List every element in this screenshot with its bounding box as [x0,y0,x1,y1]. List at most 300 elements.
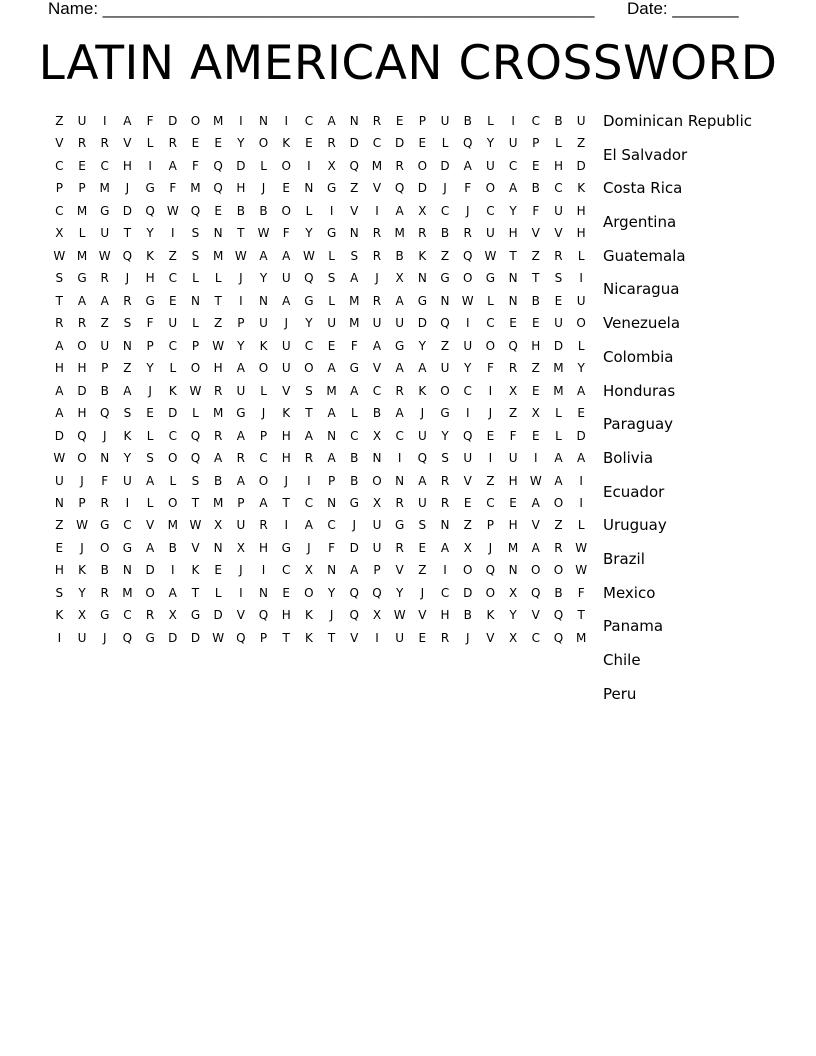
grid-letter: F [577,585,585,600]
grid-letter: N [349,114,359,128]
grid-row [48,112,593,134]
grid-letter: J [352,518,357,533]
grid-letter: N [349,226,359,241]
grid-letter: R [395,158,404,173]
grid-letter: H [531,338,541,353]
grid-letter: G [485,271,496,286]
grid-letter: I [57,630,62,645]
grid-letter: D [236,158,246,173]
grid-letter: L [260,158,267,173]
grid-letter: P [418,114,426,128]
grid-letter: I [125,495,130,510]
grid-letter: D [145,563,155,578]
grid-row [48,539,593,561]
grid-letter: L [441,136,449,151]
grid-row [48,224,593,246]
grid-letter: J [261,406,266,421]
grid-letter: I [307,473,311,488]
grid-letter: J [329,608,334,623]
grid-letter: T [305,406,313,421]
grid-letter: I [488,451,493,466]
grid-letter: I [171,563,175,578]
grid-letter: L [78,226,86,241]
grid-letter: M [575,630,587,645]
grid-letter: L [260,383,267,398]
grid-letter: Q [531,585,541,600]
grid-letter: O [553,495,564,510]
grid-letter: C [440,585,450,600]
grid-letter: E [78,158,86,173]
grid-row [48,359,593,381]
grid-letter: P [55,181,63,196]
grid-letter: G [281,540,291,555]
grid-letter: T [237,226,245,241]
grid-letter: J [488,406,493,421]
grid-letter: W [302,248,315,263]
grid-letter: M [212,248,224,263]
grid-letter: N [327,428,337,443]
grid-letter: E [418,136,427,151]
grid-letter: R [372,293,382,308]
grid-letter: J [284,316,288,331]
grid-letter: R [508,361,518,376]
grid-letter: W [575,563,588,578]
grid-letter: D [190,630,201,645]
grid-letter: U [576,114,586,128]
grid-letter: N [259,114,269,128]
grid-letter: C [259,451,268,466]
grid-letter: C [440,203,450,218]
grid-letter: R [395,495,404,510]
grid-letter: A [236,361,245,376]
grid-letter: L [192,271,199,286]
grid-letter: F [532,203,540,218]
grid-letter: C [168,338,177,353]
grid-letter: Z [463,518,472,533]
grid-letter: B [214,473,223,488]
grid-letter: V [531,518,540,533]
grid-letter: V [236,608,245,623]
grid-letter: G [349,361,359,376]
grid-letter: M [212,114,224,128]
grid-letter: I [465,316,470,331]
grid-letter: F [146,114,154,128]
grid-letter: H [54,563,64,578]
grid-letter: V [282,383,291,398]
word-list-item: Dominican Republic [603,112,753,130]
grid-letter: O [485,181,496,196]
grid-letter: R [554,540,563,555]
grid-letter: V [145,518,155,533]
grid-letter: N [395,473,405,488]
grid-letter: I [284,114,288,128]
grid-letter: M [190,181,201,196]
grid-letter: Y [509,608,517,623]
grid-letter: W [393,608,406,623]
grid-letter: A [350,383,359,398]
grid-letter: K [282,406,291,421]
grid-letter: G [145,630,155,645]
grid-letter: Z [55,518,64,533]
grid-letter: U [576,293,586,308]
grid-letter: O [485,338,496,353]
grid-letter: Z [214,316,223,331]
grid-letter: V [350,630,359,645]
grid-letter: E [554,293,563,308]
grid-letter: L [305,203,313,218]
grid-letter: I [397,451,402,466]
grid-letter: N [508,271,518,286]
grid-letter: O [145,585,155,600]
grid-letter: M [326,383,337,398]
grid-letter: C [531,630,540,645]
grid-letter: O [77,338,87,353]
grid-letter: G [326,181,337,196]
grid-letter: E [214,563,222,578]
grid-letter: J [80,540,84,555]
grid-letter: Q [553,608,564,623]
grid-letter: P [327,473,336,488]
grid-letter: A [55,383,64,398]
grid-letter: F [169,181,177,196]
grid-letter: A [327,114,336,128]
grid-letter: J [261,181,266,196]
word-list-item: Panama [603,617,664,636]
grid-letter: K [304,608,313,623]
grid-letter: Z [100,316,109,331]
grid-letter: D [349,540,359,555]
grid-letter: K [168,383,177,398]
grid-letter: N [122,563,132,578]
grid-letter: R [440,630,450,645]
grid-letter: G [100,518,110,533]
grid-letter: W [166,203,179,218]
grid-letter: D [553,338,564,353]
grid-letter: C [55,158,64,173]
grid-letter: J [488,540,493,555]
grid-letter: S [123,316,132,331]
name-field-label: Name: ____________________________________________________ [48,0,595,18]
grid-letter: Q [553,630,564,645]
grid-letter: K [55,608,64,623]
grid-letter: Y [327,585,336,600]
grid-letter: Q [213,181,223,196]
page-title: LATIN AMERICAN CROSSWORD [38,36,778,91]
grid-letter: Z [168,248,177,263]
grid-letter: B [168,540,177,555]
grid-letter: R [55,316,64,331]
grid-letter: A [55,338,64,353]
grid-letter: U [554,203,563,218]
grid-letter: G [440,271,450,286]
grid-letter: A [282,293,291,308]
grid-row [48,427,593,449]
grid-letter: M [394,226,405,241]
grid-letter: Y [123,451,132,466]
grid-letter: P [78,495,86,510]
grid-letter: R [554,248,563,263]
word-list-item: Uruguay [603,516,667,535]
grid-letter: A [327,406,336,421]
grid-letter: U [554,316,563,331]
grid-letter: M [212,495,224,510]
grid-letter: W [76,518,88,533]
grid-letter: R [213,383,223,398]
grid-letter: U [486,226,495,241]
grid-letter: B [440,226,450,241]
grid-letter: O [258,473,269,488]
grid-letter: L [555,136,562,151]
grid-letter: J [443,181,447,196]
grid-letter: A [350,271,359,286]
grid-letter: A [259,495,268,510]
grid-letter: Y [418,338,427,353]
grid-letter: R [259,518,268,533]
grid-letter: L [350,406,358,421]
grid-letter: N [190,293,200,308]
grid-letter: A [304,518,314,533]
grid-letter: C [486,316,495,331]
grid-letter: E [418,630,427,645]
grid-letter: Q [304,271,314,286]
grid-letter: O [531,563,541,578]
grid-letter: W [484,248,497,263]
grid-letter: Q [99,406,110,421]
grid-letter: A [418,473,427,488]
grid-letter: B [554,114,563,128]
grid-letter: A [350,563,359,578]
grid-letter: I [148,158,152,173]
grid-letter: Q [77,428,87,443]
grid-row [48,269,593,291]
grid-letter: F [350,338,358,353]
grid-letter: X [395,271,404,286]
grid-letter: A [168,158,177,173]
grid-letter: H [281,428,291,443]
grid-letter: C [100,158,109,173]
grid-letter: Y [509,203,517,218]
grid-letter: H [576,226,586,241]
word-list-item: Costa Rica [603,179,683,198]
grid-letter: D [463,585,473,600]
grid-letter: D [395,136,405,151]
grid-letter: Q [485,563,496,578]
grid-letter: S [327,271,336,286]
grid-letter: A [145,540,155,555]
grid-letter: E [531,316,540,331]
grid-row [48,337,593,359]
grid-row [48,516,593,538]
grid-letter: U [463,338,473,353]
grid-letter: A [463,158,472,173]
grid-letter: C [486,203,495,218]
grid-row [48,404,593,426]
grid-letter: S [55,585,64,600]
grid-letter: Y [237,136,245,151]
grid-letter: X [372,608,382,623]
grid-row [48,202,593,224]
grid-letter: I [534,451,538,466]
grid-letter: H [508,518,518,533]
grid-letter: Z [508,406,518,421]
grid-letter: H [145,271,155,286]
grid-letter: A [55,406,64,421]
grid-letter: B [350,473,359,488]
grid-letter: E [577,406,585,421]
grid-letter: Q [462,136,473,151]
grid-letter: W [212,630,225,645]
grid-letter: L [487,293,494,308]
grid-letter: L [577,338,585,353]
grid-letter: T [509,248,517,263]
grid-letter: Y [146,361,154,376]
grid-letter: A [440,540,450,555]
grid-letter: I [239,585,243,600]
grid-row [48,629,593,651]
grid-letter: P [78,181,86,196]
grid-row [48,606,593,628]
grid-letter: I [307,158,311,173]
grid-letter: F [282,226,290,241]
grid-letter: H [122,158,132,173]
grid-letter: Q [145,203,155,218]
grid-letter: S [55,271,64,286]
grid-letter: H [281,451,291,466]
grid-letter: K [191,563,200,578]
grid-letter: S [123,406,132,421]
grid-letter: Q [236,630,246,645]
grid-letter: C [55,203,64,218]
grid-letter: I [239,114,243,128]
grid-letter: A [214,451,223,466]
grid-letter: U [77,630,87,645]
grid-letter: Z [577,136,586,151]
grid-letter: S [441,451,449,466]
grid-letter: W [98,248,111,263]
grid-letter: L [169,361,177,376]
grid-letter: L [487,114,494,128]
grid-letter: G [100,203,110,218]
grid-letter: N [100,451,110,466]
grid-letter: E [418,540,427,555]
grid-letter: K [577,181,586,196]
grid-letter: A [554,473,563,488]
grid-letter: Q [258,608,269,623]
word-list-item: Chile [603,651,641,669]
grid-letter: R [440,473,450,488]
grid-letter: T [55,293,64,308]
grid-letter: O [304,361,314,376]
grid-letter: T [214,293,222,308]
grid-letter: R [304,451,314,466]
grid-letter: P [101,361,109,376]
word-list-item: El Salvador [603,145,688,164]
grid-letter: S [350,248,359,263]
grid-letter: U [440,114,450,128]
grid-letter: D [417,181,427,196]
grid-letter: J [80,473,84,488]
grid-letter: Z [440,248,450,263]
grid-letter: O [485,585,496,600]
grid-letter: W [189,518,202,533]
grid-letter: X [214,518,223,533]
grid-letter: D [576,158,586,173]
grid-letter: L [192,406,199,421]
grid-letter: X [418,203,427,218]
grid-letter: N [213,226,223,241]
grid-letter: P [259,630,268,645]
grid-letter: D [168,406,178,421]
grid-letter: B [531,293,540,308]
grid-row [48,179,593,201]
grid-letter: Q [213,158,223,173]
grid-letter: I [171,226,175,241]
grid-row [48,382,593,404]
grid-letter: D [440,158,450,173]
grid-letter: W [461,293,474,308]
grid-letter: J [148,383,152,398]
grid-letter: I [488,383,493,398]
letter-grid [48,112,593,651]
grid-letter: L [555,428,562,443]
grid-letter: N [417,271,427,286]
word-list-item: Venezuela [603,314,681,333]
grid-letter: H [54,361,64,376]
grid-letter: I [579,271,583,286]
grid-letter: W [257,226,270,241]
grid-letter: S [191,248,200,263]
grid-letter: X [508,630,518,645]
grid-letter: V [486,630,495,645]
grid-letter: V [372,181,382,196]
grid-letter: X [168,608,177,623]
grid-letter: T [532,271,540,286]
grid-letter: R [100,495,109,510]
grid-letter: Z [554,518,563,533]
grid-letter: E [509,495,517,510]
grid-letter: W [53,451,66,466]
grid-letter: H [213,361,223,376]
word-list-item: Argentina [603,213,677,232]
grid-letter: Y [464,361,472,376]
grid-letter: R [463,226,472,241]
grid-letter: L [328,248,335,263]
grid-letter: Q [462,248,473,263]
grid-letter: E [486,428,495,443]
grid-letter: M [349,316,360,331]
grid-letter: A [531,495,540,510]
grid-row [48,449,593,471]
grid-letter: U [259,316,268,331]
grid-letter: A [327,361,336,376]
grid-letter: A [236,473,245,488]
grid-letter: P [486,518,495,533]
grid-letter: D [213,608,223,623]
grid-letter: C [304,495,314,510]
grid-letter: U [508,451,518,466]
grid-letter: L [328,293,335,308]
grid-letter: J [102,630,107,645]
grid-letter: N [372,451,382,466]
grid-letter: U [77,114,87,128]
grid-letter: A [418,361,427,376]
grid-letter: K [486,608,495,623]
grid-letter: V [191,540,200,555]
grid-letter: A [168,585,177,600]
grid-letter: E [531,428,540,443]
grid-letter: A [395,293,404,308]
grid-letter: X [531,406,540,421]
